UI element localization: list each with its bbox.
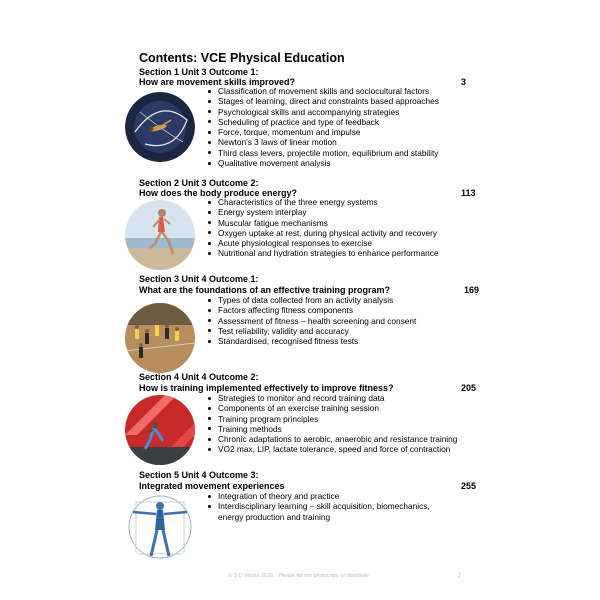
gym-training-image — [125, 395, 195, 465]
section-heading: Section 5 Unit 4 Outcome 3: — [139, 470, 259, 480]
list-item: Training methods — [206, 424, 457, 434]
list-item: Third class levers, projectile motion, equilibrium and stability — [206, 148, 439, 158]
list-item-continuation: energy production and training — [218, 511, 331, 522]
list-item: Components of an exercise training session — [206, 403, 457, 413]
list-item: Factors affecting fitness components — [206, 305, 416, 315]
list-item: Integration of theory and practice — [206, 491, 430, 501]
list-item: Assessment of fitness – health screening and consent — [206, 316, 416, 326]
list-item: Characteristics of the three energy systems — [206, 197, 438, 207]
section-page-number: 205 — [461, 383, 477, 393]
list-item: Nutritional and hydration strategies to enhance performance — [206, 248, 438, 258]
section-page-number: 169 — [464, 285, 480, 295]
list-item: Classification of movement skills and sociocultural factors — [206, 86, 439, 96]
section-heading: Section 2 Unit 3 Outcome 2: — [139, 178, 259, 188]
list-item: Chronic adaptations to aerobic, anaerobic and resistance training — [206, 434, 457, 444]
page-number: 2 — [458, 573, 462, 579]
section-items — [206, 393, 457, 455]
section-question: How are movement skills improved? — [139, 77, 296, 87]
section-question: Integrated movement experiences — [139, 481, 285, 491]
section-items — [206, 295, 416, 346]
copyright-notice: © S D Martin 2026 - Please do not photocopy or distribute — [228, 573, 370, 579]
section-page-number: 113 — [461, 188, 476, 198]
section-page-number: 3 — [461, 77, 467, 87]
list-item: Stages of learning, direct and constraints based approaches — [206, 96, 439, 106]
list-item: Standardised, recognised fitness tests — [206, 336, 416, 346]
list-item: Acute physiological responses to exercise — [206, 238, 438, 248]
section-heading: Section 4 Unit 4 Outcome 2: — [139, 372, 259, 382]
section-items — [206, 86, 439, 168]
list-item: Test reliability, validity and accuracy — [206, 326, 416, 336]
section-heading: Section 1 Unit 3 Outcome 1: — [139, 67, 259, 77]
section-question: How does the body produce energy? — [139, 188, 298, 198]
netball-game-image — [125, 303, 195, 373]
list-item: VO2 max, LIP, lactate tolerance, speed and force of contraction — [206, 444, 457, 454]
gymnast-ribbon-image — [125, 92, 195, 162]
page-title: Contents: VCE Physical Education — [139, 51, 345, 65]
list-item: Newton's 3 laws of linear motion — [206, 137, 439, 147]
section-question: How is training implemented effectively to improve fitness? — [139, 383, 394, 393]
list-item: Training program principles — [206, 414, 457, 424]
list-item: Oxygen uptake at rest, during physical activity and recovery — [206, 228, 438, 238]
section-heading: Section 3 Unit 4 Outcome 1: — [139, 274, 259, 284]
section-items — [206, 491, 430, 522]
list-item: Energy system interplay — [206, 207, 438, 217]
list-item: Strategies to monitor and record training data — [206, 393, 457, 403]
list-item: Qualitative movement analysis — [206, 158, 439, 168]
section-question: What are the foundations of an effective training program? — [139, 285, 391, 295]
vitruvian-figure-image — [125, 492, 195, 562]
list-item: Scheduling of practice and type of feedback — [206, 117, 439, 127]
list-item: Types of data collected from an activity analysis — [206, 295, 416, 305]
list-item: Muscular fatigue mechanisms — [206, 218, 438, 228]
runner-beach-image — [125, 200, 195, 270]
list-item: Psychological skills and accompanying strategies — [206, 107, 439, 117]
section-items — [206, 197, 438, 259]
list-item: Interdisciplinary learning – skill acquisition, biomechanics, — [206, 501, 430, 511]
section-page-number: 255 — [461, 481, 477, 491]
list-item: Force, torque, momentum and impulse — [206, 127, 439, 137]
